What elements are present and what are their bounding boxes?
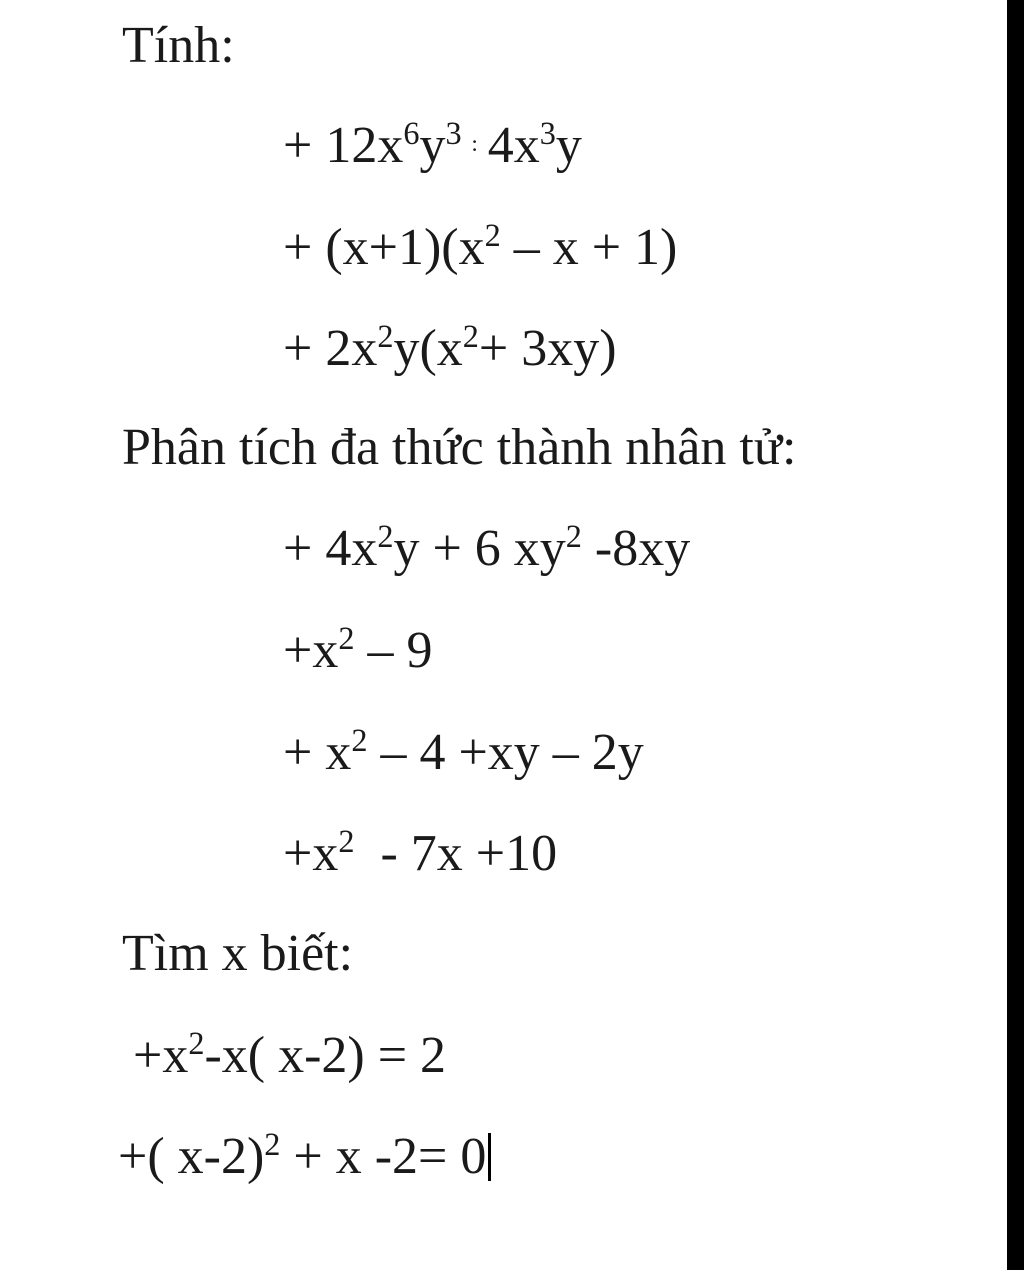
expression-phan-tich-1: + $4x^2y + 6$ $xy^2$ -8xy xyxy=(283,518,691,577)
heading-tinh: Tính: xyxy=(122,17,235,74)
text-cursor xyxy=(488,1133,491,1181)
expression-tinh-3: + $2x^2y(x^2+ 3xy)$ xyxy=(283,318,617,377)
expression-tim-x-2[interactable]: +( x-2)$^2$ + x -2= 0 xyxy=(118,1131,491,1183)
expression-phan-tich-2: $+x^2 - 9$ xyxy=(283,620,433,679)
expression-tinh-2: + $(x+1)(x^2 - x + 1)$ xyxy=(283,217,678,276)
heading-tim-x: Tìm x biết: xyxy=(122,925,354,982)
expression-phan-tich-3: + $x^2 - 4 +xy - 2y$ xyxy=(283,722,644,781)
expression-tinh-1: + $12x^6y^3$ : $4x^3y$ xyxy=(283,115,582,174)
expression-tim-x-1: $+x^2-x$( x-2) = 2 xyxy=(133,1025,447,1084)
heading-phan-tich: Phân tích đa thức thành nhân tử: xyxy=(122,419,797,476)
expression-phan-tich-4: $+x^2 - 7x +10$ xyxy=(283,823,558,882)
